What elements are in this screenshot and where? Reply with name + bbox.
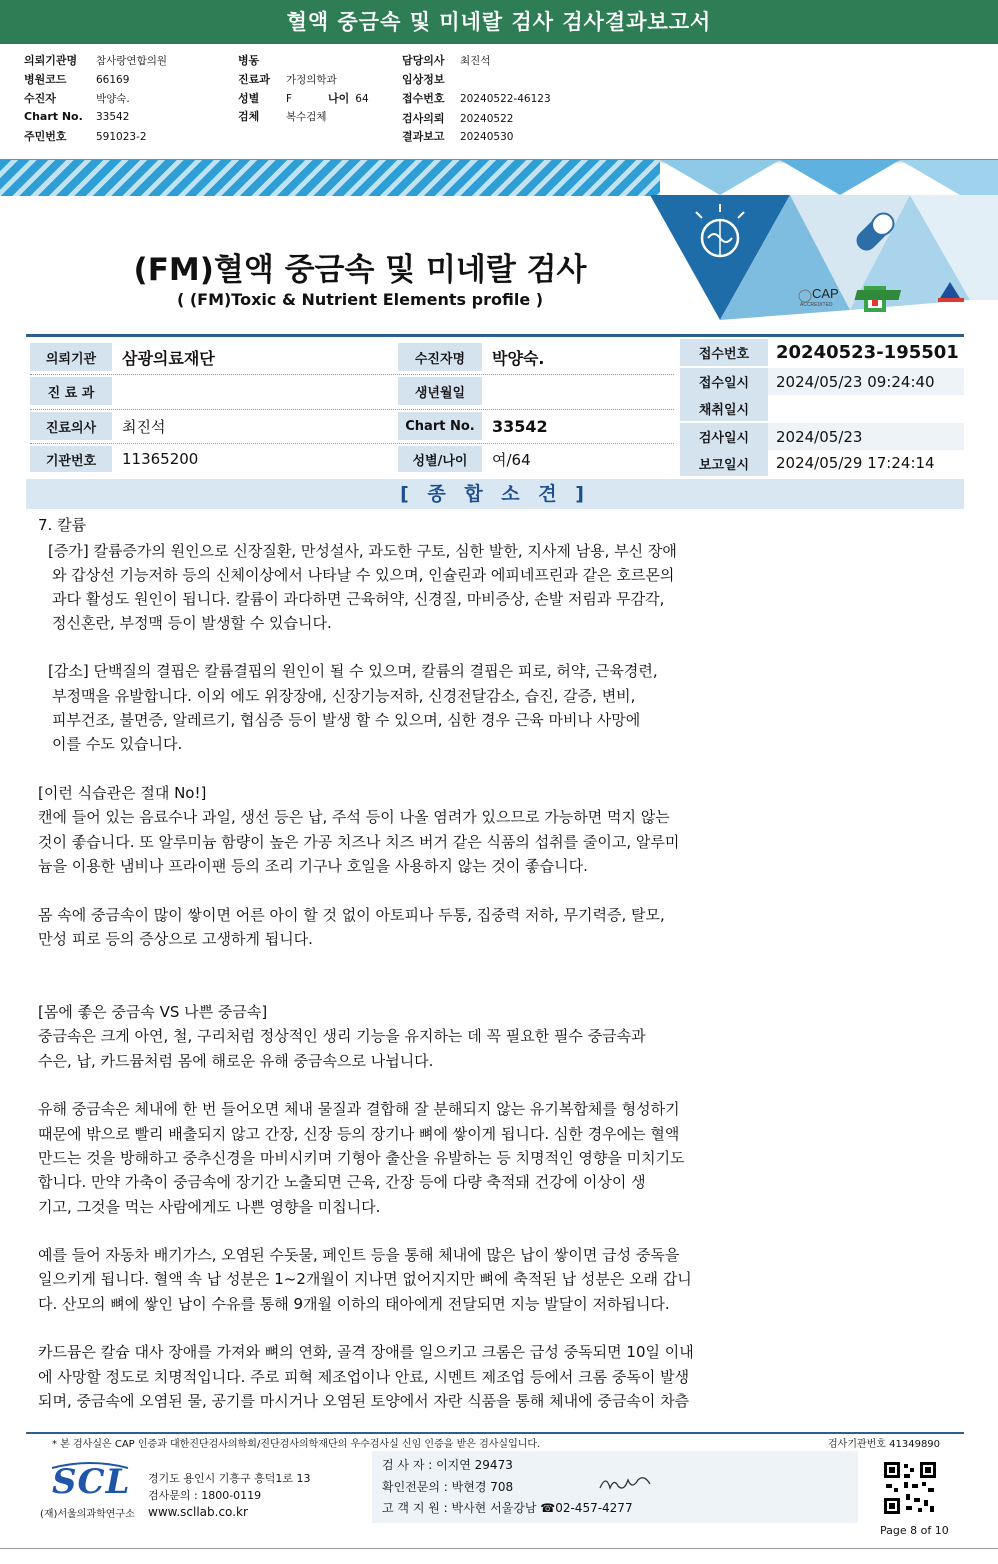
paragraph-line: [증가] 칼륨증가의 원인으로 신장질환, 만성설사, 과도한 구토, 심한 발한, 지사제 남용, 부신 장애: [48, 542, 677, 560]
lab-address: 경기도 용인시 기흥구 흥덕1로 13: [148, 1472, 311, 1485]
paragraph-line: 이를 수도 있습니다.: [52, 735, 183, 753]
paragraph-line: 중금속은 크게 아연, 철, 구리처럼 정상적인 생리 기능을 유지하는 데 꼭 필요한 필수 중금속과: [38, 1027, 646, 1045]
meta-label: 검사의뢰: [402, 112, 445, 125]
section-heading: [이런 식습관은 절대 No!]: [38, 784, 207, 802]
svg-text:CAP: CAP: [812, 286, 839, 301]
info-value: 최진석: [122, 417, 166, 436]
page-number: Page 8 of 10: [880, 1524, 949, 1537]
meta-label: 접수번호: [402, 92, 445, 105]
paragraph-line: 일으키게 됩니다. 혈액 속 납 성분은 1~2개월이 지나면 없어지지만 뼈에 축적된 납 성분은 오래 갑니: [38, 1270, 692, 1288]
meta-label: 진료과: [238, 73, 270, 86]
info-label: Chart No.: [398, 412, 482, 440]
info-label: 진료의사: [30, 412, 112, 440]
paragraph-line: 다. 산모의 뼈에 쌓인 납이 수유를 통해 9개월 이하의 태아에게 전달되면 지능 발달이 저하됩니다.: [38, 1295, 670, 1313]
paragraph-line: 것이 좋습니다. 또 알루미늄 함량이 높은 가공 치즈나 치즈 버거 같은 식품의 섭취를 줄이고, 알루미: [38, 833, 680, 851]
info-label: 의뢰기관: [30, 343, 112, 371]
info-value: [484, 377, 674, 405]
paragraph-line: 캔에 들어 있는 음료수나 과일, 생선 등은 납, 주석 등이 나올 염려가 있으므로 가능하면 먹지 않는: [38, 808, 670, 826]
paragraph-line: 과다 활성도 원인이 됩니다. 칼륨이 과다하면 근육허약, 신경질, 마비증상, 손발 저림과 무감각,: [52, 590, 665, 608]
paragraph-line: 예를 들어 자동차 배기가스, 오염된 수돗물, 페인트 등을 통해 체내에 많은 납이 쌓이면 급성 중독을: [38, 1246, 680, 1264]
meta-row: [402, 71, 460, 87]
meta-row: [238, 71, 337, 87]
meta-value: 복수검체: [286, 111, 327, 123]
info-value: 여/64: [492, 450, 531, 469]
info-label: 기관번호: [30, 446, 112, 472]
paragraph-line: 정신혼란, 부정맥 등이 발생할 수 있습니다.: [52, 614, 332, 632]
meta-value: 참사랑연합의원: [96, 55, 168, 67]
meta-value: 20240522-46123: [460, 93, 551, 105]
info-value: 33542: [492, 416, 548, 436]
info-label: 진 료 과: [30, 377, 112, 405]
meta-value: 33542: [96, 111, 130, 123]
info-value: 박양숙.: [492, 348, 545, 368]
lab-website[interactable]: www.scllab.co.kr: [148, 1505, 248, 1519]
staff-support: 고 객 지 원 : 박사현 서울강남 ☎02-457-4277: [382, 1501, 633, 1515]
paragraph-line: 유해 중금속은 체내에 한 번 들어오면 체내 물질과 결합해 잘 분해되지 않는 유기복합체를 형성하기: [38, 1100, 680, 1118]
meta-label: 병동: [238, 54, 260, 67]
meta-row: [24, 110, 129, 123]
info-label: 보고일시: [680, 450, 768, 476]
meta-row: [402, 52, 490, 68]
lab-name: (재)서울의과학연구소: [40, 1509, 135, 1520]
paragraph-line: 와 갑상선 기능저하 등의 신체이상에서 나타날 수 있으며, 인슐린과 에피네프린과 같은 호르몬의: [52, 566, 675, 584]
paragraph-line: 수은, 납, 카드뮴처럼 몸에 해로운 유해 중금속으로 나뉩니다.: [38, 1052, 434, 1070]
meta-value: 최진석: [460, 55, 491, 67]
info-value: 11365200: [122, 450, 199, 468]
meta-row: [402, 110, 513, 126]
page-subtitle: ( (FM)Toxic & Nutrient Elements profile ): [176, 290, 544, 309]
paragraph-line: 몸 속에 중금속이 많이 쌓이면 어른 아이 할 것 없이 아토피나 두통, 집중력 저하, 무기력증, 탈모,: [38, 906, 665, 924]
info-value: 2024/05/23: [768, 423, 964, 450]
bottom-divider: [0, 1548, 998, 1549]
paragraph-line: 합니다. 만약 가축이 중금속에 장기간 노출되면 근육, 간장 등에 다량 축적돼 건강에 이상이 생: [38, 1173, 646, 1191]
paragraph-line: 피부건조, 불면증, 알레르기, 협심증 등이 발생 할 수 있으며, 심한 경우 근육 마비나 사망에: [52, 711, 641, 729]
staff-tester: 검 사 자 : 이지연 29473: [382, 1458, 513, 1472]
meta-label: 결과보고: [402, 130, 445, 143]
paragraph-line: 되며, 중금속에 오염된 물, 공기를 마시거나 오염된 토양에서 자란 식품을 통해 체내에 중금속이 차츰: [38, 1392, 690, 1410]
svg-text:ACCREDITED: ACCREDITED: [800, 302, 833, 308]
divider: [30, 443, 674, 444]
info-value: [768, 395, 964, 421]
certification-note: * 본 검사실은 CAP 인증과 대한진단검사의학회/진단검사의학재단의 우수검사실 신임 인증을 받은 검사실입니다.: [52, 1439, 541, 1450]
meta-label: 의뢰기관명: [24, 54, 78, 67]
paragraph-line: 늄을 이용한 냄비나 프라이팬 등의 조리 기구나 호일을 사용하지 않는 것이 좋습니다.: [38, 857, 588, 875]
paragraph-line: 에 사망할 정도로 치명적입니다. 주로 피혁 제조업이나 안료, 시멘트 제조업 등에서 크롬 중독이 발생: [38, 1368, 690, 1386]
meta-row: [24, 52, 167, 68]
info-label: 검사일시: [680, 423, 768, 450]
meta-label: 성별: [238, 92, 260, 105]
paragraph-line: 기고, 그것을 먹는 사람에게도 나쁜 영향을 미칩니다.: [38, 1198, 381, 1216]
info-value: [114, 377, 396, 405]
meta-value: F: [286, 93, 293, 105]
meta-value: 20240522: [460, 113, 514, 125]
info-value: 2024/05/29 17:24:14: [776, 454, 935, 472]
paragraph-line: 카드뮴은 칼슘 대사 장애를 가져와 뼈의 연화, 골격 장애를 일으키고 크롬은 급성 중독되면 10일 이내: [38, 1343, 694, 1361]
paragraph-line: 만성 피로 등의 증상으로 고생하게 됩니다.: [38, 930, 313, 948]
info-label: 생년월일: [398, 377, 482, 405]
meta-row: [402, 128, 513, 144]
scl-logo: SCL: [52, 1462, 131, 1502]
meta-row: [24, 71, 129, 87]
info-value: 2024/05/23 09:24:40: [768, 368, 964, 395]
paragraph-line: 부정맥을 유발합니다. 이외 에도 위장장애, 신장기능저하, 신경전달감소, 습진, 갈증, 변비,: [52, 687, 636, 705]
meta-value: 가정의학과: [286, 74, 337, 86]
meta-label: 담당의사: [402, 54, 445, 67]
meta-label: 나이: [328, 92, 350, 105]
meta-label: 수진자: [24, 92, 56, 105]
report-meta: [0, 44, 998, 160]
info-value: 20240523-195501: [776, 342, 959, 363]
section-heading: [몸에 좋은 중금속 VS 나쁜 중금속]: [38, 1003, 268, 1021]
info-label: 접수일시: [680, 368, 768, 395]
page-title: (FM)혈액 중금속 및 미네랄 검사: [133, 252, 587, 288]
meta-label: Chart No.: [24, 110, 83, 123]
eqa-logo: [854, 290, 901, 300]
meta-row: [402, 90, 551, 106]
meta-value: 591023-2: [96, 131, 147, 143]
meta-row: [238, 108, 327, 124]
qr-code-icon: [882, 1460, 938, 1516]
meta-label: 주민번호: [24, 130, 67, 143]
meta-row: [24, 128, 147, 144]
meta-value: 66169: [96, 74, 130, 86]
staff-specialist: 확인전문의 : 박현경 708: [382, 1480, 514, 1494]
footer-divider: [26, 1432, 964, 1434]
paragraph-line: 만드는 것을 방해하고 중추신경을 마비시키며 기형아 출산을 유발하는 등 치명적인 영향을 미치기도: [38, 1149, 685, 1167]
org-number: 검사기관번호 41349890: [828, 1439, 941, 1450]
section-heading: 7. 칼륨: [38, 516, 87, 534]
meta-row: [24, 90, 130, 106]
info-value: 삼광의료재단: [122, 348, 215, 368]
divider: [30, 374, 674, 375]
lab-inquiry: 검사문의 : 1800-0119: [148, 1489, 262, 1502]
meta-row: [328, 90, 369, 106]
info-label: 수진자명: [398, 343, 482, 371]
patient-info-table: [26, 334, 964, 474]
meta-label: 검체: [238, 110, 260, 123]
signature-icon: [596, 1472, 656, 1496]
divider: [30, 409, 674, 410]
meta-value: 64: [355, 93, 369, 105]
meta-value: 박양숙.: [96, 93, 130, 105]
info-label: 접수번호: [680, 339, 768, 366]
meta-row: [238, 90, 292, 106]
scl-swoosh-icon: [50, 1462, 130, 1502]
info-label: 채취일시: [680, 395, 768, 421]
meta-label: 임상정보: [402, 73, 445, 86]
report-banner-title: 혈액 중금속 및 미네랄 검사 검사결과보고서: [0, 0, 998, 44]
meta-row: [238, 52, 286, 68]
paragraph-line: 때문에 밖으로 빨리 배출되지 않고 간장, 신장 등의 장기나 뼈에 쌓이게 됩니다. 심한 경우에는 혈액: [38, 1125, 680, 1143]
meta-label: 병원코드: [24, 73, 67, 86]
meta-value: 20240530: [460, 131, 514, 143]
info-label: 성별/나이: [398, 446, 482, 472]
paragraph-line: [감소] 단백질의 결핍은 칼륨결핍의 원인이 될 수 있으며, 칼륨의 결핍은 피로, 허약, 근육경련,: [48, 662, 658, 680]
summary-title: [ 종 합 소 견 ]: [26, 479, 964, 509]
header-stripe-band: [0, 160, 660, 196]
